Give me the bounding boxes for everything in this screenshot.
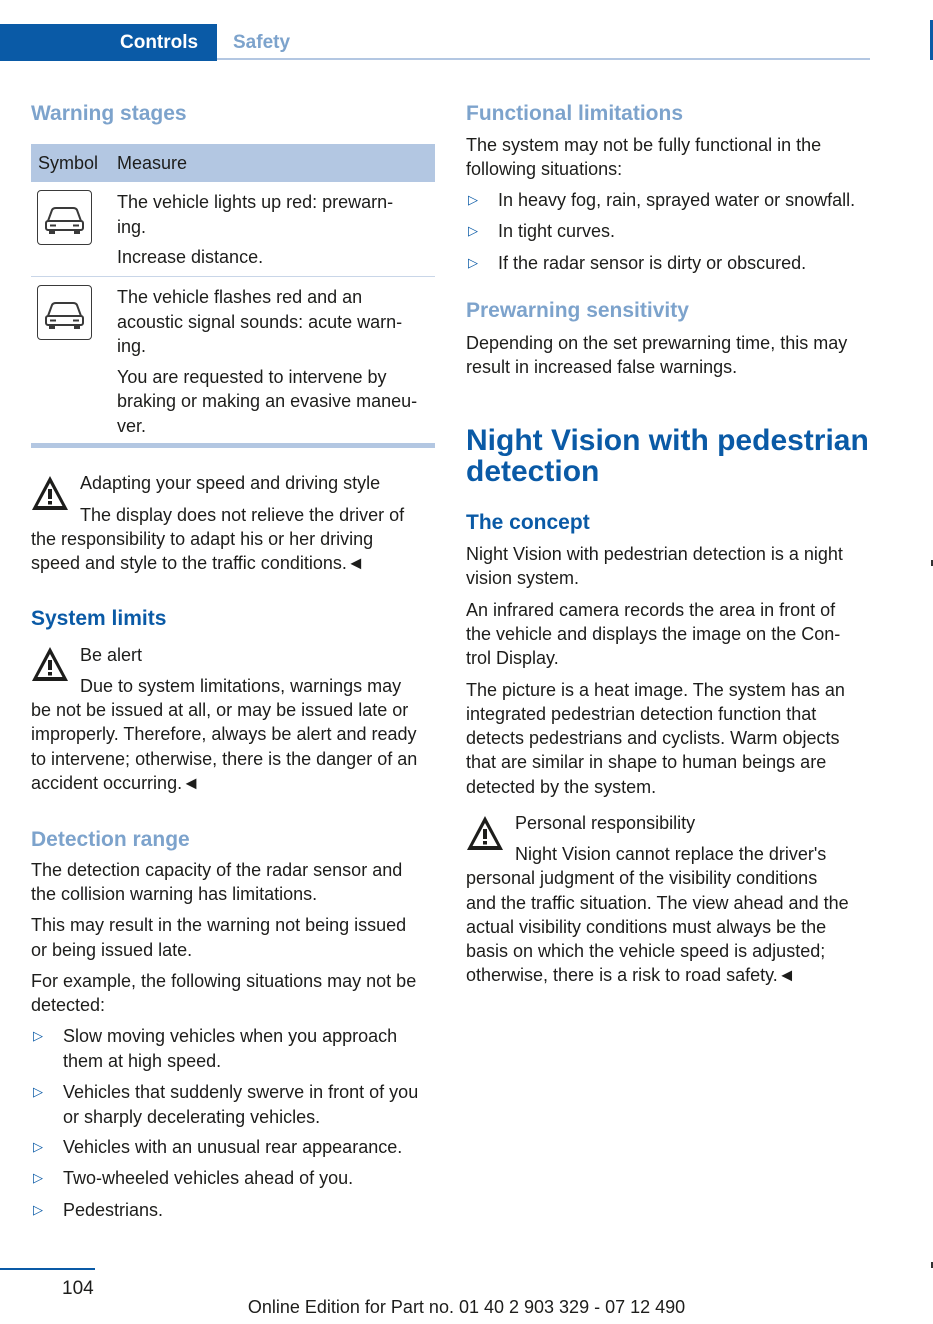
- footer-edition: Online Edition for Part no. 01 40 2 903 329 - 07 12 490: [247, 1297, 686, 1317]
- text-line: ing.: [117, 336, 147, 356]
- heading-functional-limitations: Functional limitations: [466, 102, 684, 125]
- list-item: [466, 188, 871, 213]
- text-line: integrated pedestrian detection function that: [466, 704, 817, 724]
- warning-title: Be alert: [80, 645, 143, 665]
- list-item: [466, 251, 871, 276]
- text-line: Night Vision with pedestrian detection is a night: [466, 544, 843, 564]
- heading-the-concept: The concept: [466, 511, 590, 534]
- text-line: result in increased false warnings.: [466, 357, 738, 377]
- text-line: This may result in the warning not being issued: [31, 915, 407, 935]
- text-line: The picture is a heat image. The system has an: [466, 680, 845, 700]
- text-line: The system may not be fully functional in the: [466, 135, 822, 155]
- text-line: actual visibility conditions must always be the: [466, 917, 827, 937]
- text-line: The detection capacity of the radar sensor and: [31, 860, 403, 880]
- column-header-measure: Measure: [117, 153, 188, 173]
- table-header: [31, 144, 435, 182]
- text-line: You are requested to intervene by: [117, 366, 387, 387]
- text-line: or being issued late.: [31, 940, 193, 960]
- page-number: 104: [62, 1278, 94, 1299]
- warning-title: Adapting your speed and driving style: [80, 473, 381, 493]
- warning-stages-table: [31, 144, 435, 448]
- text-line: or sharply decelerating vehicles.: [63, 1106, 321, 1127]
- text-line: The vehicle lights up red: prewarn-: [117, 192, 394, 212]
- text-line: accident occurring.◄: [31, 773, 200, 793]
- text-line: Slow moving vehicles when you approach: [63, 1026, 398, 1046]
- text-line: ing.: [117, 216, 147, 237]
- text-line: personal judgment of the visibility conditions: [466, 868, 818, 888]
- bullet-triangle-icon: ▷: [33, 1139, 43, 1154]
- page-title: Night Vision with pedestrian: [466, 424, 869, 457]
- text-line: them at high speed.: [63, 1050, 222, 1071]
- text-line: Vehicles that suddenly swerve in front of you: [63, 1082, 419, 1102]
- bullet-triangle-icon: ▷: [468, 192, 478, 207]
- tab-safety[interactable]: Safety: [233, 32, 291, 53]
- bullet-triangle-icon: ▷: [33, 1084, 43, 1099]
- text-line: In tight curves.: [498, 221, 616, 241]
- text-line: basis on which the vehicle speed is adjusted;: [466, 941, 826, 961]
- list-item: [31, 1135, 435, 1160]
- bullet-triangle-icon: ▷: [468, 255, 478, 270]
- text-line: the responsibility to adapt his or her driving: [31, 529, 374, 549]
- text-line: Vehicles with an unusual rear appearance.: [63, 1137, 403, 1157]
- footer-rule: [0, 1268, 95, 1270]
- text-line: Depending on the set prewarning time, this may: [466, 333, 848, 353]
- text-line: Night Vision cannot replace the driver's: [515, 844, 827, 864]
- header-rule: [217, 58, 870, 60]
- text-line: speed and style to the traffic conditions.◄: [31, 553, 365, 573]
- car-front-icon: [37, 190, 92, 245]
- page-title: detection: [466, 455, 600, 488]
- heading-warning-stages: Warning stages: [31, 102, 187, 125]
- heading-system-limits: System limits: [31, 607, 167, 630]
- tab-controls[interactable]: Controls: [120, 32, 199, 53]
- list-item: [31, 1198, 435, 1223]
- text-line: The display does not relieve the driver of: [80, 505, 405, 525]
- bullet-triangle-icon: ▷: [33, 1028, 43, 1043]
- list-item: [31, 1080, 435, 1129]
- list-item: [466, 219, 871, 244]
- text-line: be not be issued at all, or may be issued late or: [31, 700, 409, 720]
- text-line: the collision warning has limitations.: [31, 884, 318, 904]
- text-line: trol Display.: [466, 648, 559, 668]
- text-line: improperly. Therefore, always be alert and ready: [31, 724, 417, 744]
- text-line: The vehicle flashes red and an: [117, 287, 363, 307]
- row-measure: [117, 285, 435, 438]
- row-measure: [117, 190, 435, 270]
- warning-title: Personal responsibility: [515, 813, 696, 833]
- warning-triangle-icon: [466, 814, 504, 852]
- text-line: Pedestrians.: [63, 1200, 164, 1220]
- text-line: otherwise, there is a risk to road safety.◄: [466, 965, 796, 985]
- text-line: detects pedestrians and cyclists. Warm objects: [466, 728, 840, 748]
- bullet-triangle-icon: ▷: [33, 1202, 43, 1217]
- text-line: An infrared camera records the area in front of: [466, 600, 836, 620]
- text-line: Two-wheeled vehicles ahead of you.: [63, 1168, 354, 1188]
- list-item: [31, 1166, 435, 1191]
- table-bottom-rule: [31, 443, 435, 448]
- text-line: and the traffic situation. The view ahead and the: [466, 893, 849, 913]
- car-front-icon: [37, 285, 92, 340]
- text-line: For example, the following situations may not be: [31, 971, 417, 991]
- bullet-triangle-icon: ▷: [33, 1170, 43, 1185]
- text-line: braking or making an evasive maneu-: [117, 391, 418, 411]
- text-line: ver.: [117, 415, 147, 436]
- text-line: to intervene; otherwise, there is the danger of an: [31, 749, 418, 769]
- warning-triangle-icon: [31, 645, 69, 683]
- heading-prewarning-sensitivity: Prewarning sensitivity: [466, 299, 689, 322]
- bullet-triangle-icon: ▷: [468, 223, 478, 238]
- heading-detection-range: Detection range: [31, 828, 190, 851]
- text-line: vision system.: [466, 568, 580, 588]
- table-row: [31, 277, 435, 443]
- text-line: following situations:: [466, 159, 623, 179]
- column-header-symbol: Symbol: [38, 153, 99, 173]
- text-line: Increase distance.: [117, 247, 264, 267]
- text-line: detected:: [31, 995, 106, 1015]
- table-row: [31, 182, 435, 277]
- text-line: acoustic signal sounds: acute warn-: [117, 311, 403, 332]
- text-line: If the radar sensor is dirty or obscured.: [498, 253, 807, 273]
- text-line: that are similar in shape to human beings are: [466, 752, 827, 772]
- text-line: In heavy fog, rain, sprayed water or snowfall.: [498, 190, 856, 210]
- text-line: detected by the system.: [466, 777, 657, 797]
- list-item: [31, 1024, 435, 1073]
- text-line: the vehicle and displays the image on the Con-: [466, 624, 841, 644]
- warning-triangle-icon: [31, 474, 69, 512]
- text-line: Due to system limitations, warnings may: [80, 676, 402, 696]
